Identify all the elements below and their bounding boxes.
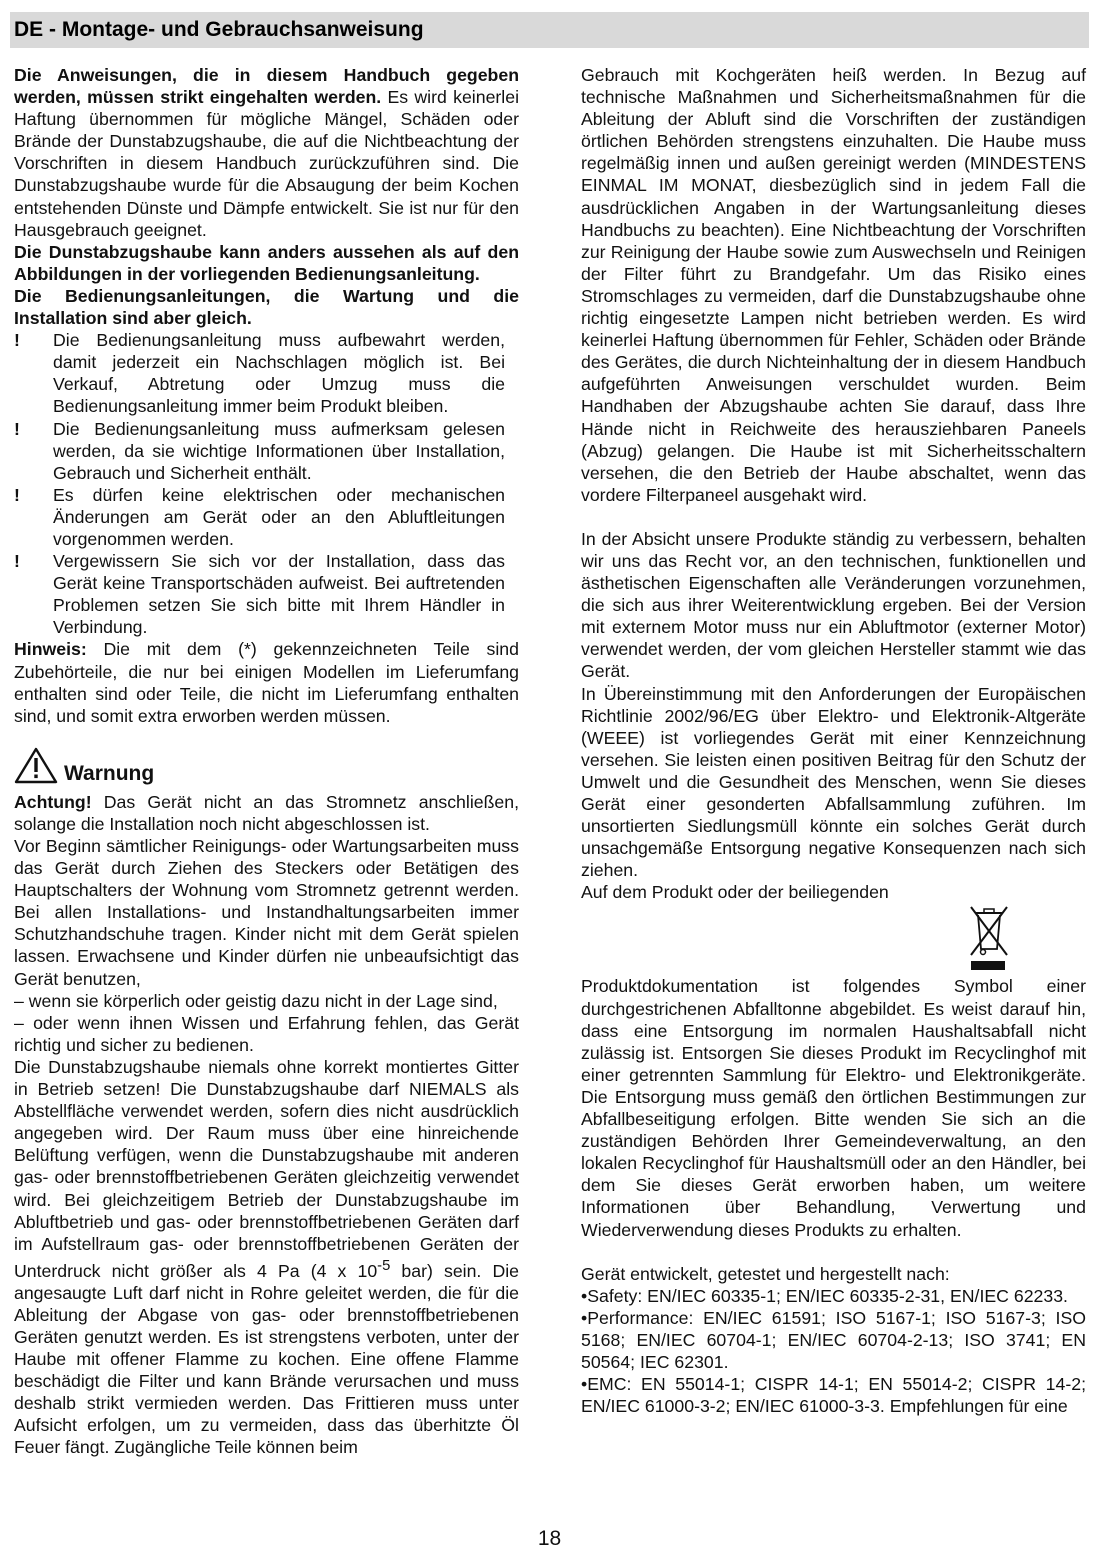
- exponent: -5: [377, 1257, 391, 1274]
- usage-paragraph: Gebrauch mit Kochgeräten heiß werden. In Bezug auf technische Maßnahmen und Sicherheitsmaßnahmen für die Ableitung der Abluft sind die Vorschriften der zuständigen örtlichen Behörden strengstens einzuhalten. Die Haube muss regelmäßig innen und außen gereinigt werden (MINDESTENS EINMAL IM MONAT, diesbezüglich sind in jedem Fall die ausdrücklichen Angaben in der Wartungsanleitung dieses Handbuchs zu beachten). Eine Nichtbeachtung der Vorschriften zur Reinigung der Haube sowie zum Auswechseln und Reinigen der Filter führt zu Brandgefahr. Um das Risiko eines Stromschlages zu vermeiden, darf die Dunstabzugshaube ohne richtig eingesetzte Lampen nicht betrieben werden. Es wird keinerlei Haftung übernommen für Fehler, Schäden oder Brände des Gerätes, die durch Nichteinhaltung der in diesem Handbuch aufgeführten Anweisungen verschuldet wurden. Beim Handhaben der Abzugshaube achten Sie darauf, dass Ihre Hände nicht in Reichweite des herausziehbaren Paneels (Abzug) gelangen. Die Haube ist mit Sicherheitsschaltern versehen, die den Betrieb der Haube abschaltet, wenn das vordere Filterpaneel ausgehakt wird.: [581, 65, 1086, 505]
- warning-paragraph: [14, 791, 519, 835]
- bullet-text: Es dürfen keine elektrischen oder mechanischen Änderungen am Gerät oder an den Abluftleitungen vorgenommen werden.: [53, 484, 505, 549]
- bullet-text: Die Bedienungsanleitung muss aufmerksam gelesen werden, da sie wichtige Informationen über Installation, Gebrauch und Sicherheit enthält.: [53, 418, 505, 483]
- intro-paragraph: [14, 64, 519, 241]
- symbol-intro: Auf dem Produkt oder der beiliegenden: [581, 882, 889, 903]
- operation-text-continued: bar) sein. Die angesaugte Luft darf nicht in Rohre geleitet werden, die für die Ableitung der Abgase von gas- oder brennstoffbetriebenen Geräten genutzt werden. Es ist strengstens verboten, unter der Haube mit offener Flamme zu kochen. Eine offene Flamme beschädigt die Filter und kann Brände verursachen und muss deshalb strikt vermieden werden. Das Frittieren muss unter Aufsicht erfolgen, um zu vermeiden, dass das überhitzte Öl Feuer fängt. Zugängliche Teile können beim: [14, 1260, 519, 1458]
- weee-symbol-row: [581, 903, 1086, 975]
- exclamation-mark: !: [14, 551, 20, 572]
- intro-lead-bold: Die Anweisungen, die in diesem Handbuch gegeben werden, müssen strikt eingehalten werden.: [14, 65, 519, 108]
- exclamation-mark: !: [14, 330, 20, 351]
- bullet-text: Vergewissern Sie sich vor der Installation, dass das Gerät keine Transportschäden aufweist. Bei auftretenden Problemen setzen Sie sich bitte mit Ihrem Händler in Verbindung.: [53, 551, 505, 638]
- warning-label: Achtung!: [14, 791, 92, 812]
- bullet-item: [14, 418, 519, 484]
- bullet-item: [14, 329, 519, 417]
- appearance-notice: Die Dunstabzugshaube kann anders aussehen als auf den Abbildungen in der vorliegenden Bedienungsanleitung.: [14, 241, 519, 284]
- note-text: Die mit dem (*) gekennzeichneten Teile sind Zubehörteile, die nur bei einigen Modellen im Lieferumfang enthalten sind oder Teile, die nicht im Lieferumfang enthalten sind, und somit extra erworben werden müssen.: [14, 639, 519, 726]
- dash-item: – oder wenn ihnen Wissen und Erfahrung fehlen, das Gerät richtig und sicher zu bedienen.: [14, 1012, 519, 1055]
- warning-text: Das Gerät nicht an das Stromnetz anschließen, solange die Installation noch nicht abgeschlossen ist.: [14, 791, 519, 834]
- dash-item: – wenn sie körperlich oder geistig dazu nicht in der Lage sind,: [14, 990, 498, 1011]
- left-column: [14, 64, 519, 1459]
- operation-text: Die Dunstabzugshaube niemals ohne korrekt montiertes Gitter in Betrieb setzen! Die Dunstabzugshaube darf NIEMALS als Abstellfläche verwendet werden, sofern dies nicht ausdrücklich angegeben wird. Der Raum muss über eine hinreichende Belüftung verfügen, wenn die Dunstabzugshaube mit anderen gas- oder brennstoffbetriebenen Geräten gleichzeitig verwendet wird. Bei gleichzeitigem Betrieb der Dunstabzugshaube im Abluftbetrieb und gas- oder brennstoffbetriebenen Geräten darf im Aufstellraum gas- oder brennstoffbetriebenen Geräten der Unterdruck nicht größer als 4 Pa (4 x 10: [14, 1056, 519, 1281]
- note-paragraph: [14, 638, 519, 726]
- page-number: 18: [537, 1527, 562, 1550]
- page-title: DE - Montage- und Gebrauchsanweisung: [14, 18, 424, 41]
- standards-emc: •EMC: EN 55014-1; CISPR 14-1; EN 55014-2; CISPR 14-2; EN/IEC 61000-3-2; EN/IEC 61000-3-3. Empfehlungen für eine: [581, 1374, 1086, 1417]
- same-instructions-notice: Die Bedienungsanleitungen, die Wartung und die Installation sind aber gleich.: [14, 285, 519, 329]
- exclamation-mark: !: [14, 418, 20, 439]
- right-column: [581, 64, 1086, 1417]
- exclamation-mark: !: [14, 484, 20, 505]
- warning-heading: [14, 747, 519, 791]
- standards-safety: •Safety: EN/IEC 60335-1; EN/IEC 60335-2-31, EN/IEC 62233.: [581, 1285, 1068, 1306]
- bullet-item: [14, 484, 519, 550]
- weee-paragraph: In Übereinstimmung mit den Anforderungen der Europäischen Richtlinie 2002/96/EG über Elektro- und Elektronik-Altgeräte (WEEE) ist vorliegendes Gerät mit einer Kennzeichnung versehen. Sie leisten einen positiven Beitrag für den Schutz der Umwelt und die Gesundheit des Menschen, wenn Sie dieses Gerät einer gesonderten Abfallsammlung zuführen. Im unsortierten Siedlungsmüll könnte ein solches Gerät durch unsachgemäße Entsorgung negative Konsequenzen nach sich ziehen.: [581, 683, 1086, 881]
- bullet-item: [14, 550, 519, 638]
- note-label: Hinweis:: [14, 639, 87, 660]
- maintenance-paragraph: Vor Beginn sämtlicher Reinigungs- oder Wartungsarbeiten muss das Gerät durch Ziehen des Steckers oder Betätigen des Hauptschalters der Wohnung vom Stromnetz getrennt werden. Bei allen Installations- und Instandhaltungsarbeiten immer Schutzhandschuhe tragen. Kinder nicht mit dem Gerät spielen lassen. Erwachsene und Kinder dürfen nie unbeaufsichtigt das Gerät benutzen,: [14, 836, 519, 989]
- bullet-text: Die Bedienungsanleitung muss aufbewahrt werden, damit jederzeit ein Nachschlagen möglich ist. Bei Verkauf, Abtretung oder Umzug muss die Bedienungsanleitung immer beim Produkt bleiben.: [53, 330, 505, 417]
- improvement-paragraph: In der Absicht unsere Produkte ständig zu verbessern, behalten wir uns das Recht vor, an den technischen, funktionellen und ästhetischen Eigenschaften alle Veränderungen vorzunehmen, die sich aus ihrer Weiterentwicklung ergeben. Bei der Version mit externem Motor muss nur ein Abluftmotor (externer Motor) verwendet werden, der vom gleichen Hersteller stammt wie das Gerät.: [581, 528, 1086, 682]
- section-header-bar: [10, 12, 1089, 48]
- standards-intro: Gerät entwickelt, getestet und hergestellt nach:: [581, 1263, 950, 1284]
- operation-paragraph: [14, 1056, 519, 1459]
- standards-performance: •Performance: EN/IEC 61591; ISO 5167-1; ISO 5167-3; ISO 5168; EN/IEC 60704-1; EN/IEC 60704-2-13; ISO 3741; EN 50564; IEC 62301.: [581, 1307, 1086, 1372]
- warning-triangle-icon: [14, 747, 58, 785]
- disposal-paragraph: Produktdokumentation ist folgendes Symbol einer durchgestrichenen Abfalltonne abgebildet. Es weist darauf hin, dass eine Entsorgung im normalen Haushaltsabfall nicht zulässig ist. Entsorgen Sie dieses Produkt im Recyclinghof mit einer getrennten Sammlung für Elektro- und Elektronikgeräte. Die Entsorgung muss gemäß den örtlichen Bestimmungen zur Abfallbeseitigung erfolgen. Bitte wenden Sie sich an die zuständigen Behörden Ihrer Gemeindeverwaltung, an den lokalen Recyclinghof für Haushaltsmüll oder an den Händler, bei dem Sie dieses Gerät erworben haben, um weitere Informationen über Behandlung, Verwertung und Wiederverwendung dieses Produkts zu erhalten.: [581, 976, 1086, 1240]
- warning-title: Warnung: [64, 761, 155, 785]
- crossed-out-bin-icon: [969, 903, 1009, 973]
- intro-lead-text: Es wird keinerlei Haftung übernommen für mögliche Mängel, Schäden oder Brände der Dunstabzugshaube, die auf die Nichtbeachtung der Vorschriften in diesem Handbuch zurückzuführen sind. Die Dunstabzugshaube wurde für die Absaugung der beim Kochen entstehenden Dünste und Dämpfe entwickelt. Sie ist nur für den Hausgebrauch geeignet.: [14, 87, 519, 240]
